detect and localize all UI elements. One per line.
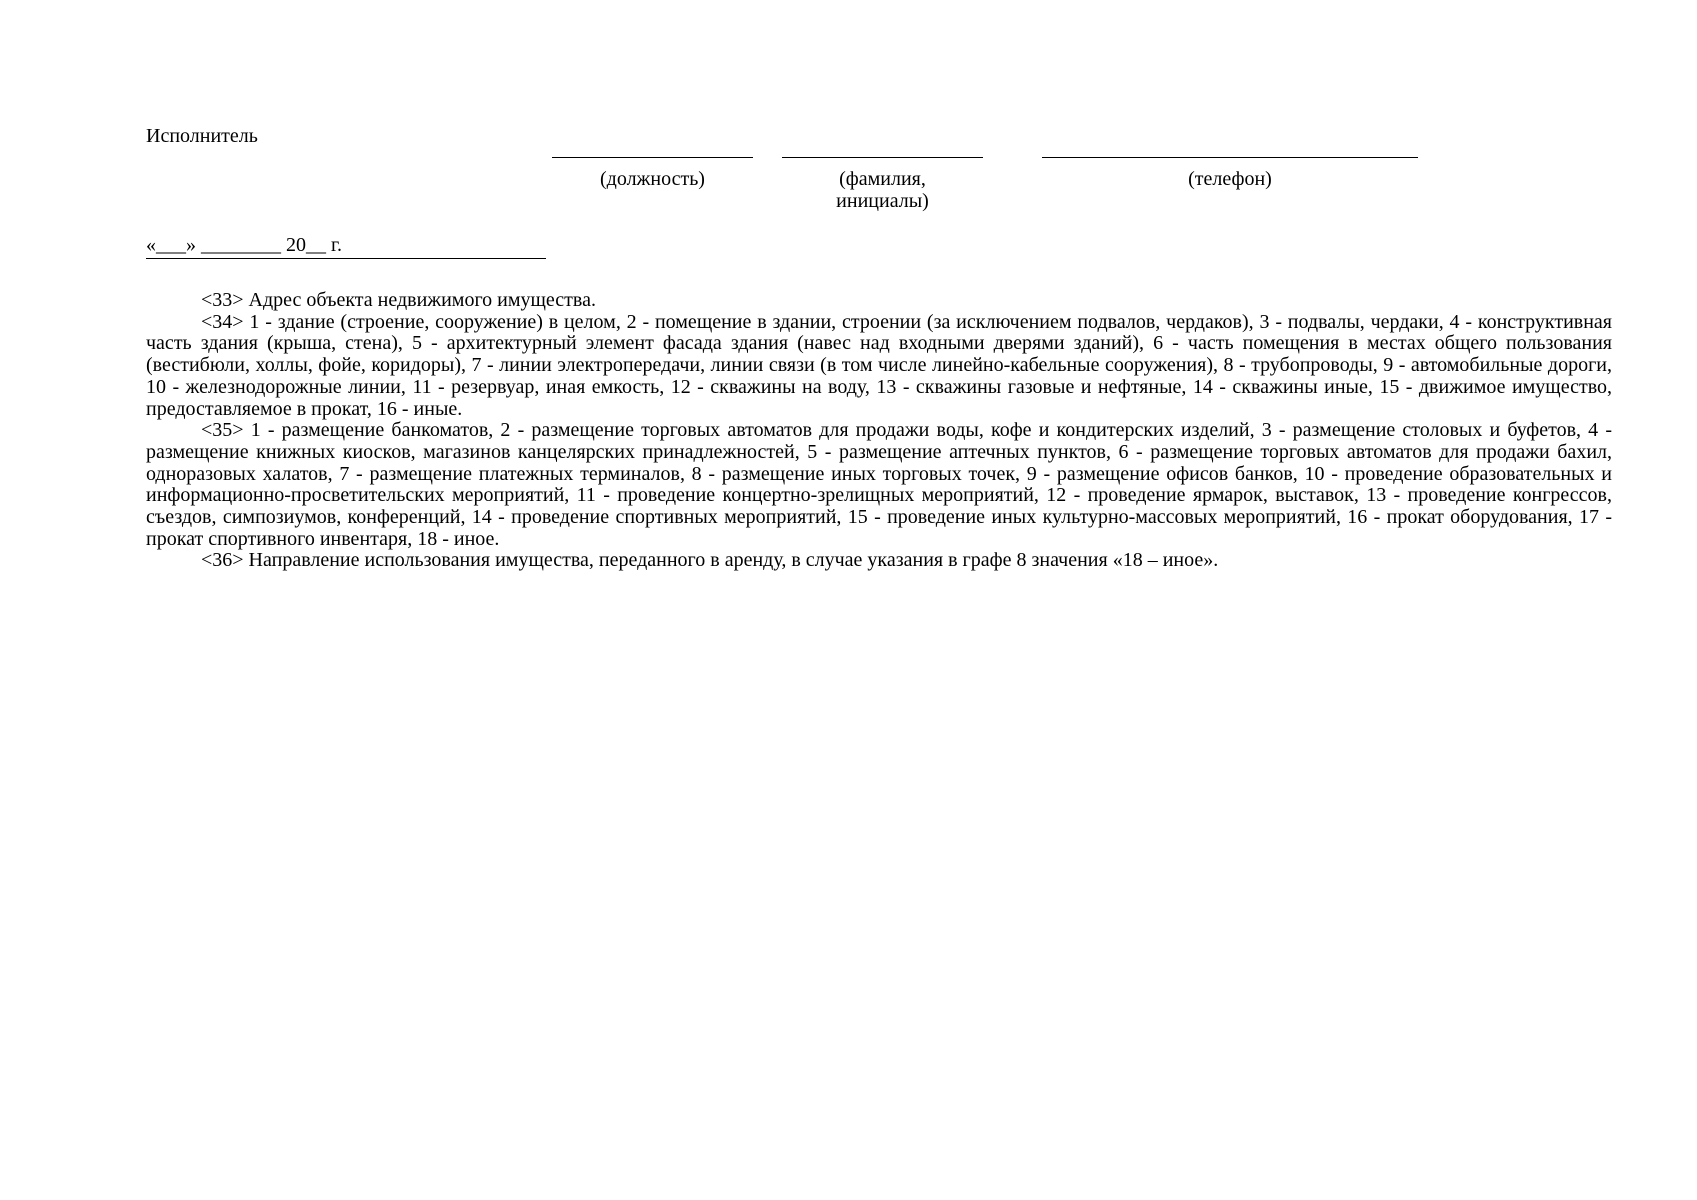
name-caption <box>782 168 983 212</box>
footnote-36: <36> Направление использования имущества, переданного в аренду, в случае указания в графе 8 значения «18 – иное». <box>201 549 1219 572</box>
position-caption-text: (должность) <box>600 168 705 190</box>
footnote-33: <33> Адрес объекта недвижимого имущества. <box>201 289 596 311</box>
footnote-34: <34> 1 - здание (строение, сооружение) в целом, 2 - помещение в здании, строении (за исключением подвалов, чердаков), 3 - подвалы, чердаки, 4 - конструктивная часть здания (крыша, стена), 5 - архитектурный элемент фасада здания (навес над входными дверями зданий), 6 - часть помещения в местах общего пользования (вестибюли, холлы, фойе, коридоры), 7 - линии электропередачи, линии связи (в том числе линейно-кабельные сооружения), 8 - трубопроводы, 9 - автомобильные дороги, 10 - железнодорожные линии, 11 - резервуар, иная емкость, 12 - скважины на воду, 13 - скважины газовые и нефтяные, 14 - скважины иные, 15 - движимое имущество, предоставляемое в прокат, 16 - иные. <box>146 310 1612 420</box>
date-text: «___» ________ 20__ г. <box>146 234 342 256</box>
phone-signature-line <box>1042 157 1418 158</box>
name-caption-line1: (фамилия, <box>839 168 926 190</box>
phone-caption <box>1042 168 1418 190</box>
name-caption-line2: инициалы) <box>836 190 929 212</box>
name-signature-line <box>782 157 983 158</box>
phone-caption-text: (телефон) <box>1188 168 1272 190</box>
executor-label: Исполнитель <box>146 125 258 147</box>
position-caption <box>552 168 753 190</box>
footnote-35: <35> 1 - размещение банкоматов, 2 - размещение торговых автоматов для продажи воды, кофе и кондитерских изделий, 3 - размещение столовых и буфетов, 4 - размещение книжных киосков, магазинов канцелярских принадлежностей, 5 - размещение аптечных пунктов, 6 - размещение торговых автоматов для продажи бахил, одноразовых халатов, 7 - размещение платежных терминалов, 8 - размещение иных торговых точек, 9 - размещение офисов банков, 10 - проведение образовательных и информационно-просветительских мероприятий, 11 - проведение концертно-зрелищных мероприятий, 12 - проведение ярмарок, выставок, 13 - проведение конгрессов, съездов, симпозиумов, конференций, 14 - проведение спортивных мероприятий, 15 - проведение иных культурно-массовых мероприятий, 16 - прокат оборудования, 17 - прокат спортивного инвентаря, 18 - иное. <box>146 419 1612 550</box>
date-field <box>146 234 546 256</box>
position-signature-line <box>552 157 753 158</box>
footnotes-block <box>146 290 1612 572</box>
date-underline <box>146 258 546 259</box>
